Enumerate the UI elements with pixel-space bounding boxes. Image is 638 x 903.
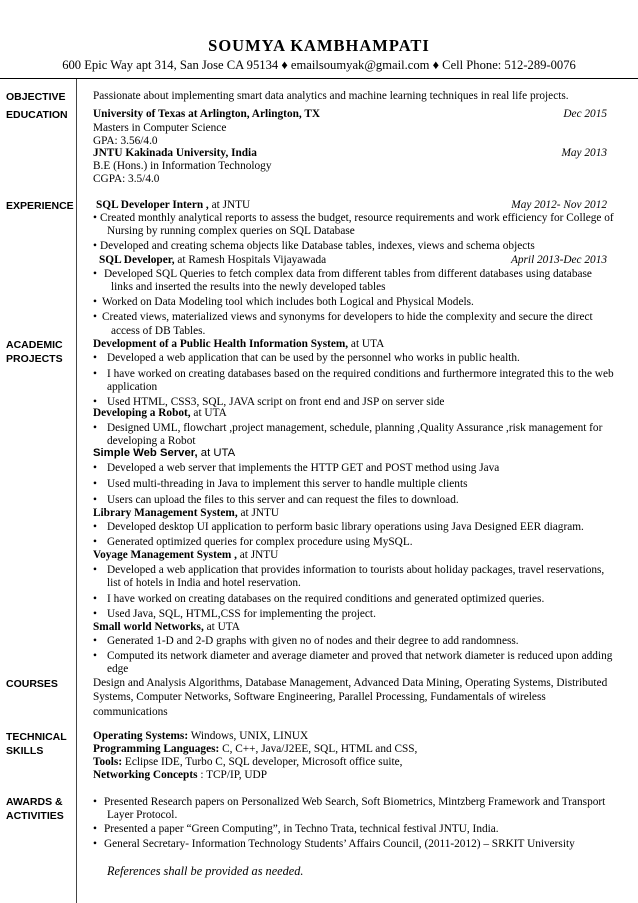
project-bullet-text: list of hotels in India and hotel reservation. — [107, 577, 301, 589]
project-bullet-text: Used multi-threading in Java to implement this server to handle multiple clients — [107, 478, 468, 490]
skills-label: TECHNICAL — [6, 731, 67, 743]
project-title: Voyage Management System , — [93, 549, 237, 561]
job-org: at JNTU — [208, 199, 251, 211]
job-heading — [99, 254, 326, 268]
project-bullet-text: Developed a web application that can be used by the personnel who works in public health. — [107, 352, 520, 364]
bullet-dot: • — [93, 422, 97, 434]
project-title: Development of a Public Health Information System, — [93, 338, 349, 350]
project-heading — [93, 621, 240, 635]
project-bullet-text: I have worked on creating databases based on the required conditions and furthermore integrated this to the web — [107, 368, 614, 380]
projects-label: PROJECTS — [6, 353, 63, 365]
bullet-dot: • — [93, 494, 97, 506]
candidate-name: SOUMYA KAMBHAMPATI — [208, 36, 430, 55]
courses-text: Design and Analysis Algorithms, Database Management, Advanced Data Mining, Operating Systems, Distributed — [93, 677, 608, 689]
job-bullet-text: Developed SQL Queries to fetch complex data from different tables from different databases using database — [104, 268, 592, 280]
project-bullet-text: developing a Robot — [107, 435, 196, 447]
job-bullet-text: Nursing by running complex queries on SQL Database — [107, 225, 355, 237]
award-bullet-text: Layer Protocol. — [107, 809, 178, 821]
job-heading — [96, 199, 250, 213]
project-heading — [93, 338, 384, 352]
courses-label: COURSES — [6, 678, 58, 690]
education-degree: Masters in Computer Science — [93, 122, 227, 134]
award-bullet-text: Presented Research papers on Personalized Web Search, Soft Biometrics, Mintzberg Framework and Transport — [104, 796, 606, 808]
bullet-dot: • — [93, 212, 97, 224]
project-bullet-text: Developed a web application that provides information to tourists about holiday packages, travel reservations, — [107, 564, 605, 576]
bullet-dot: • — [93, 608, 97, 620]
bullet-dot: • — [93, 368, 97, 380]
awards-label: ACTIVITIES — [6, 810, 64, 822]
bullet-dot: • — [93, 396, 97, 408]
education-gpa: CGPA: 3.5/4.0 — [93, 173, 160, 185]
bullet-dot: • — [93, 462, 97, 474]
courses-text: Systems, Computer Networks, Software Engineering, Parallel Processing, Fundamentals of wireless — [93, 691, 546, 703]
project-org: at UTA — [348, 338, 385, 350]
education-degree: B.E (Hons.) in Information Technology — [93, 160, 272, 172]
education-date: Dec 2015 — [563, 108, 607, 120]
header-divider — [0, 78, 638, 79]
bullet-dot: • — [93, 838, 97, 850]
project-bullet-text: application — [107, 381, 158, 393]
project-bullet-text: I have worked on creating databases on the required conditions and generated optimized queries. — [107, 593, 545, 605]
bullet-dot: • — [93, 352, 97, 364]
references-note: References shall be provided as needed. — [107, 864, 304, 878]
education-date: May 2013 — [561, 147, 607, 159]
job-bullet-text: Developed and creating schema objects like Database tables, indexes, views and schema objects — [100, 240, 535, 252]
project-heading — [93, 507, 279, 521]
experience-label: EXPERIENCE — [6, 200, 74, 212]
bullet-dot: • — [93, 536, 97, 548]
job-date: April 2013-Dec 2013 — [510, 254, 607, 266]
project-bullet-text: Developed a web server that implements the HTTP GET and POST method using Java — [107, 462, 500, 474]
education-label: EDUCATION — [6, 109, 68, 121]
project-org: at UTA — [197, 447, 236, 459]
bullet-dot: • — [93, 823, 97, 835]
education-gpa: GPA: 3.56/4.0 — [93, 135, 158, 147]
project-heading — [93, 447, 235, 461]
job-bullet-text: Created monthly analytical reports to assess the budget, resource requirements and work efficiency for College of — [100, 212, 614, 224]
bullet-dot: • — [93, 521, 97, 533]
project-org: at JNTU — [237, 507, 280, 519]
job-bullet-text: access of DB Tables. — [111, 325, 206, 337]
project-bullet-text: Computed its network diameter and average diameter and proved that network diameter is reduced upon adding — [107, 650, 613, 662]
job-bullet-text: links and inserted the results into the newly developed tables — [111, 281, 386, 293]
project-title: Library Management System, — [93, 507, 238, 519]
project-title: Developing a Robot, — [93, 407, 191, 419]
job-bullet-text: Created views, materialized views and synonyms for developers to hide the complexity and secure the direct — [102, 311, 593, 323]
skills-key: Networking Concepts — [93, 769, 198, 781]
education-school: JNTU Kakinada University, India — [93, 147, 257, 159]
skills-key: Operating Systems: — [93, 730, 189, 742]
project-bullet-text: Used Java, SQL, HTML,CSS for implementing the project. — [107, 608, 376, 620]
awards-label: AWARDS & — [6, 796, 63, 808]
skills-row — [93, 743, 417, 757]
skills-value: : TCP/IP, UDP — [197, 769, 267, 781]
project-title: Small world Networks, — [93, 621, 204, 633]
project-bullet-text: Generated optimized queries for complex procedure using MySQL. — [107, 536, 413, 548]
skills-row — [93, 769, 267, 783]
skills-key: Programming Languages: — [93, 743, 220, 755]
project-heading — [93, 407, 227, 421]
job-title: SQL Developer, — [99, 254, 175, 266]
skills-value: Windows, UNIX, LINUX — [188, 730, 309, 742]
project-heading — [93, 549, 278, 563]
objective-label: OBJECTIVE — [6, 91, 66, 103]
project-bullet-text: edge — [107, 663, 129, 675]
projects-label: ACADEMIC — [6, 339, 63, 351]
project-bullet-text: Developed desktop UI application to perform basic library operations using Java Designed EER diagram. — [107, 521, 584, 533]
skills-value: C, C++, Java/J2EE, SQL, HTML and CSS, — [219, 743, 418, 755]
project-org: at JNTU — [236, 549, 279, 561]
project-org: at UTA — [190, 407, 227, 419]
job-date: May 2012- Nov 2012 — [511, 199, 607, 211]
bullet-dot: • — [93, 796, 97, 808]
skills-label: SKILLS — [6, 745, 44, 757]
skills-value: Eclipse IDE, Turbo C, SQL developer, Microsoft office suite, — [122, 756, 403, 768]
project-bullet-text: Used HTML, CSS3, SQL, JAVA script on front end and JSP on server side — [107, 396, 445, 408]
skills-key: Tools: — [93, 756, 123, 768]
job-bullet-text: Worked on Data Modeling tool which includes both Logical and Physical Models. — [102, 296, 474, 308]
project-bullet-text: Designed UML, flowchart ,project management, schedule, planning ,Quality Assurance ,risk management for — [107, 422, 603, 434]
project-title: Simple Web Server, — [93, 447, 198, 459]
bullet-dot: • — [93, 593, 97, 605]
bullet-dot: • — [93, 240, 97, 252]
skills-row — [93, 756, 402, 770]
skills-row — [93, 730, 308, 744]
award-bullet-text: General Secretary- Information Technology Students’ Affairs Council, (2011-2012) – SRKIT University — [104, 838, 575, 850]
project-org: at UTA — [203, 621, 240, 633]
project-bullet-text: Users can upload the files to this server and can request the files to download. — [107, 494, 459, 506]
bullet-dot: • — [93, 635, 97, 647]
objective-text: Passionate about implementing smart data analytics and machine learning techniques in real life projects. — [93, 90, 569, 102]
courses-text: communications — [93, 706, 168, 718]
education-school: University of Texas at Arlington, Arlington, TX — [93, 108, 321, 120]
bullet-dot: • — [93, 478, 97, 490]
contact-line: 600 Epic Way apt 314, San Jose CA 95134 ♦ emailsoumyak@gmail.com ♦ Cell Phone: 512-289-0076 — [62, 58, 576, 72]
award-bullet-text: Presented a paper “Green Computing”, in Techno Trata, technical festival JNTU, India. — [104, 823, 499, 835]
job-title: SQL Developer Intern , — [96, 199, 209, 211]
bullet-dot: • — [93, 296, 97, 308]
bullet-dot: • — [93, 268, 97, 280]
section-divider-line — [76, 79, 77, 903]
bullet-dot: • — [93, 311, 97, 323]
job-org: at Ramesh Hospitals Vijayawada — [174, 254, 327, 266]
bullet-dot: • — [93, 650, 97, 662]
project-bullet-text: Generated 1-D and 2-D graphs with given no of nodes and their degree to add randomness. — [107, 635, 519, 647]
bullet-dot: • — [93, 564, 97, 576]
